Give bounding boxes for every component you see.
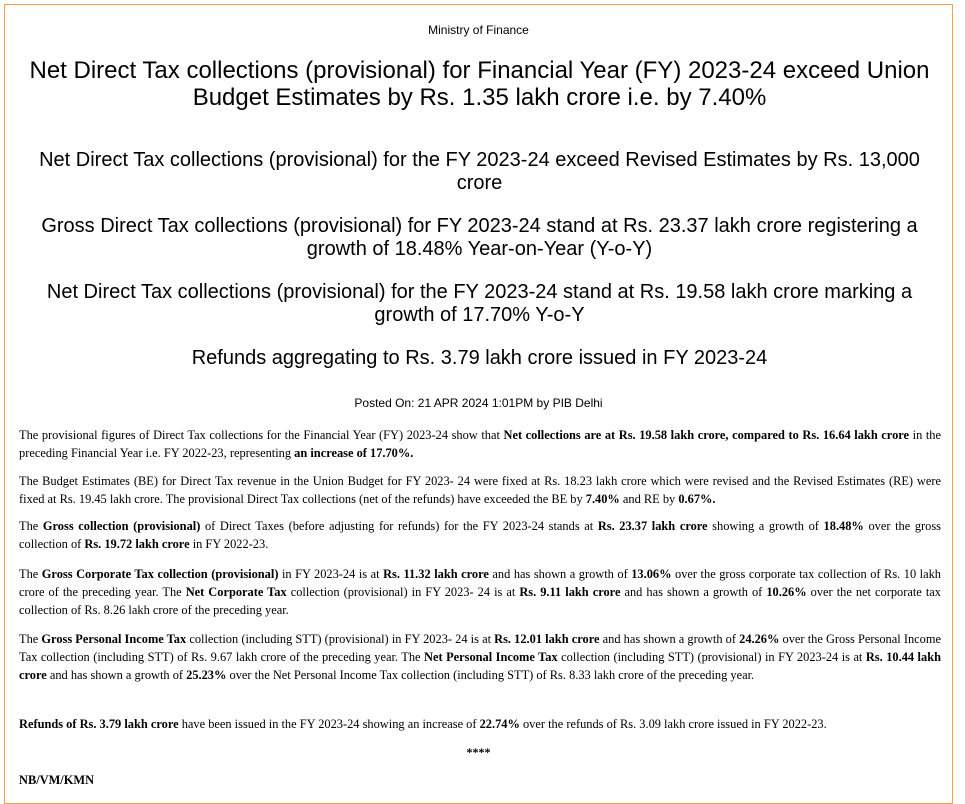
posted-datetime: 21 APR 2024 1:01PM bbox=[417, 396, 534, 410]
subtitle-gross: Gross Direct Tax collections (provisional) for FY 2023-24 stand at Rs. 23.37 lakh crore registering a growth of 18.48% Year-on-Year (Y-o-Y) bbox=[41, 215, 918, 260]
paragraph-refunds: Refunds of Rs. 3.79 lakh crore have been issued in the FY 2023-24 showing an increase of 22.74% over the refunds of Rs. 3.09 lakh crore issued in FY 2022-23. bbox=[19, 717, 827, 731]
posted-by-label: by bbox=[536, 396, 550, 410]
release-frame bbox=[4, 4, 953, 804]
subtitle-refunds: Refunds aggregating to Rs. 3.79 lakh crore issued in FY 2023-24 bbox=[191, 347, 768, 369]
paragraph-budget-estimates: The Budget Estimates (BE) for Direct Tax revenue in the Union Budget for FY 2023- 24 were fixed at Rs. 18.23 lakh crore which were revised and the Revised Estimates (RE) were fixed at Rs. 19.45 lakh crore. The provisional Direct Tax collections (net of the refunds) have exceeded the BE by 7.40% and RE by 0.67%. bbox=[19, 474, 941, 506]
subtitle-net: Net Direct Tax collections (provisional) for the FY 2023-24 stand at Rs. 19.58 lakh crore marking a growth of 17.70% Y-o-Y bbox=[46, 281, 913, 326]
paragraph-net-collections: The provisional figures of Direct Tax collections for the Financial Year (FY) 2023-24 show that Net collections are at Rs. 19.58 lakh crore, compared to Rs. 16.64 lakh crore in the preceding Financial Year i.e. FY 2022-23, representing an increase of 17.70%. bbox=[19, 428, 941, 460]
paragraph-personal-income-tax: The Gross Personal Income Tax collection (including STT) (provisional) in FY 2023- 24 is at Rs. 12.01 lakh crore and has shown a growth of 24.26% over the Gross Personal Income Tax collection (including STT) of Rs. 9.67 lakh crore of the preceding year. The Net Personal Income Tax collection (including STT) (provisional) in FY 2023-24 is at Rs. 10.44 lakh crore and has shown a growth of 25.23% over the Net Personal Income Tax collection (including STT) of Rs. 8.33 lakh crore of the preceding year. bbox=[19, 632, 941, 682]
page-title: Net Direct Tax collections (provisional) for Financial Year (FY) 2023-24 exceed Union Budget Estimates by Rs. 1.35 lakh crore i.e. by 7.40% bbox=[29, 57, 930, 111]
separator-stars: **** bbox=[466, 745, 491, 759]
ministry-name: Ministry of Finance bbox=[428, 23, 529, 37]
paragraph-corporate-tax: The Gross Corporate Tax collection (provisional) in FY 2023-24 is at Rs. 11.32 lakh crore and has shown a growth of 13.06% over the gross corporate tax collection of Rs. 10 lakh crore of the preceding year. The Net Corporate Tax collection (provisional) in FY 2023- 24 is at Rs. 9.11 lakh crore and has shown a growth of 10.26% over the net corporate tax collection of Rs. 8.26 lakh crore of the preceding year. bbox=[19, 567, 942, 617]
posted-source: PIB Delhi bbox=[552, 396, 603, 410]
subtitle-re: Net Direct Tax collections (provisional) for the FY 2023-24 exceed Revised Estimates by Rs. 13,000 crore bbox=[39, 149, 920, 194]
footer-code: NB/VM/KMN bbox=[19, 773, 95, 787]
paragraph-gross-collection: The Gross collection (provisional) of Direct Taxes (before adjusting for refunds) for the FY 2023-24 stands at Rs. 23.37 lakh crore showing a growth of 18.48% over the gross collection of Rs. 19.72 lakh crore in FY 2022-23. bbox=[19, 519, 941, 551]
posted-line bbox=[5, 396, 952, 410]
posted-label: Posted On: bbox=[354, 396, 415, 410]
